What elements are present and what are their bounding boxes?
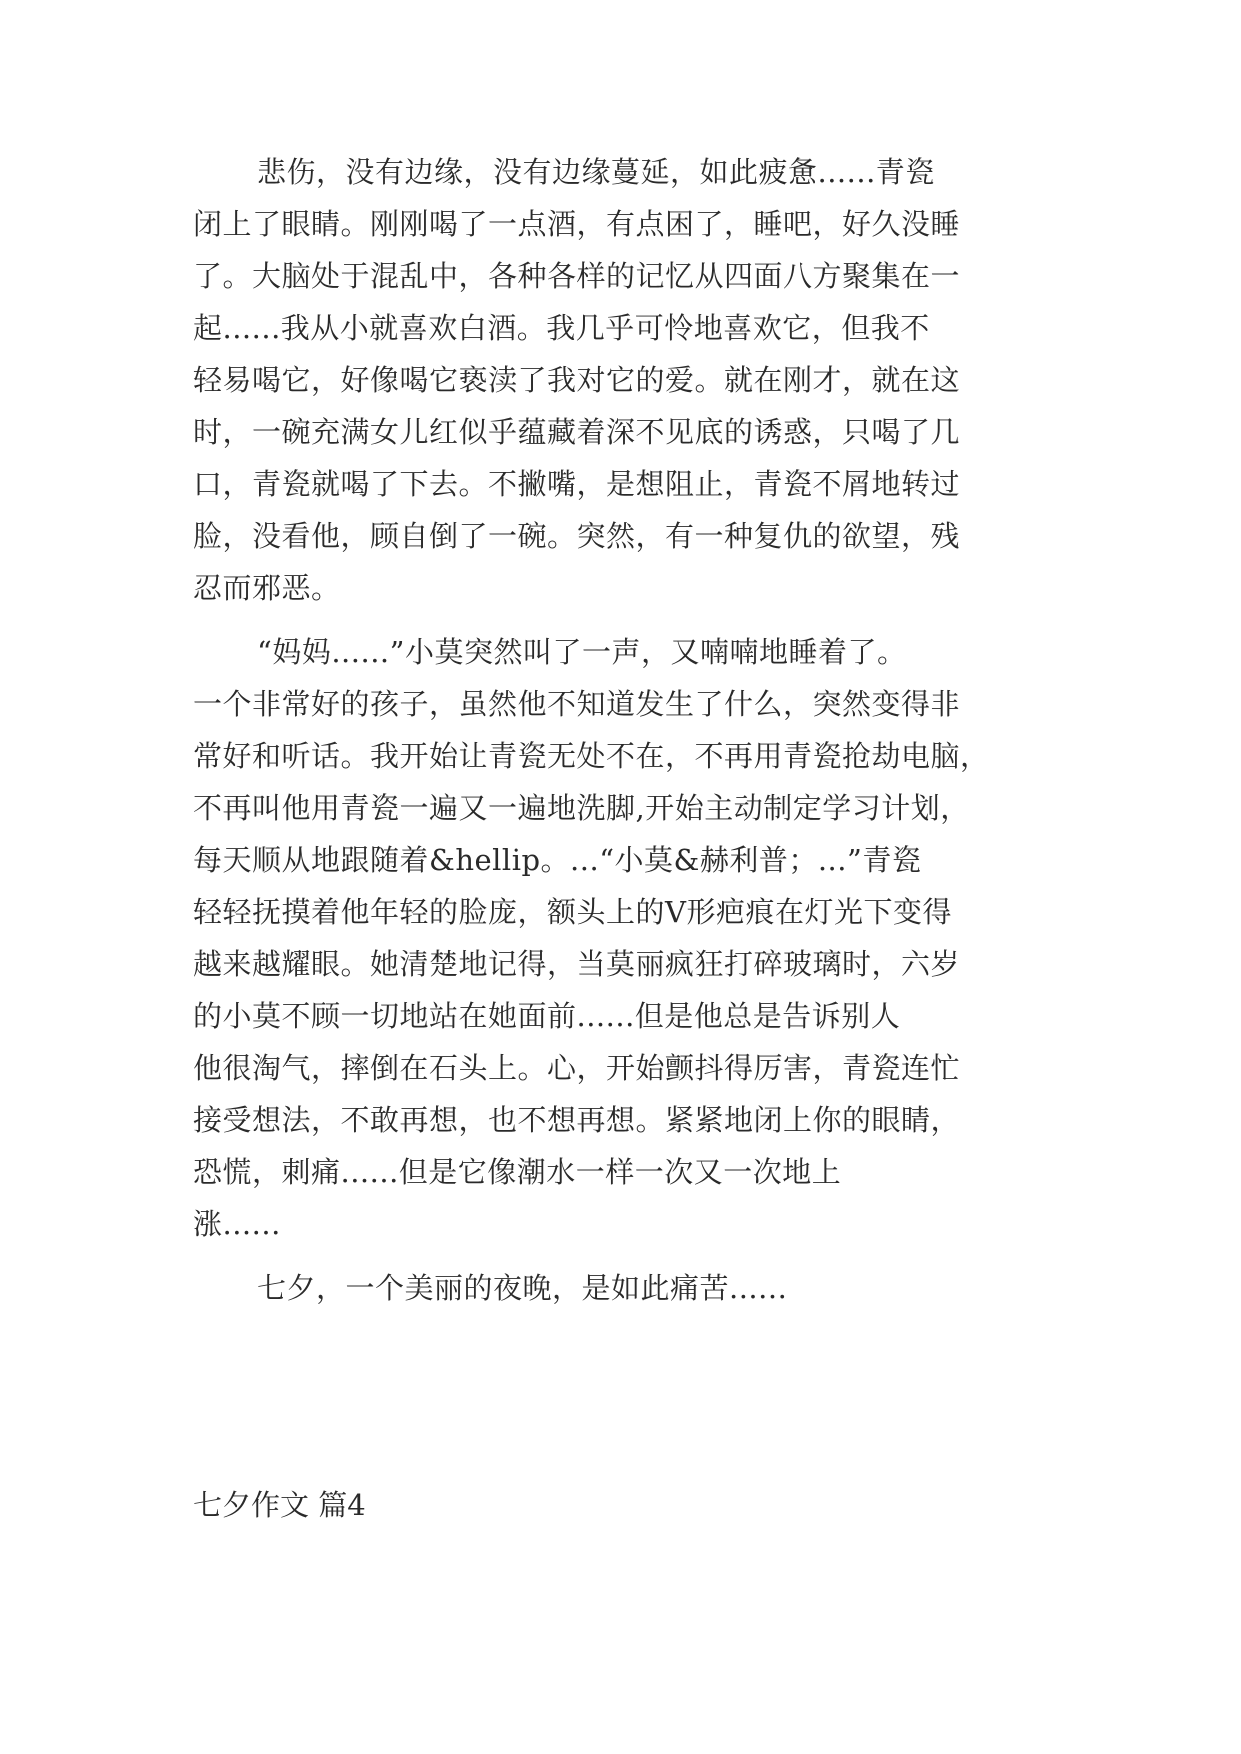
paragraph-1-line-7: 口，青瓷就喝了下去。不撇嘴，是想阻止，青瓷不屑地转过 (193, 467, 961, 501)
paragraph-2-line-3: 常好和听话。我开始让青瓷无处不在，不再用青瓷抢劫电脑， (193, 739, 990, 773)
paragraph-2-line-10: 接受想法，不敢再想，也不想再想。紧紧地闭上你的眼睛， (193, 1103, 961, 1137)
paragraph-2-line-7: 越来越耀眼。她清楚地记得，当莫丽疯狂打碎玻璃时，六岁 (193, 947, 961, 981)
paragraph-1-line-6: 时，一碗充满女儿红似乎蕴藏着深不见底的诱惑，只喝了几 (193, 415, 961, 449)
paragraph-1-line-1: 悲伤，没有边缘，没有边缘蔓延，如此疲惫......青瓷 (257, 155, 935, 189)
paragraph-3-line-1: 七夕，一个美丽的夜晚，是如此痛苦...... (257, 1271, 788, 1305)
paragraph-1-line-9: 忍而邪恶。 (193, 571, 341, 605)
paragraph-2-line-2: 一个非常好的孩子，虽然他不知道发生了什么，突然变得非 (193, 687, 961, 721)
paragraph-2-line-4: 不再叫他用青瓷一遍又一遍地洗脚,开始主动制定学习计划， (193, 791, 970, 825)
paragraph-2-line-9: 他很淘气，摔倒在石头上。心，开始颤抖得厉害，青瓷连忙 (193, 1051, 961, 1085)
paragraph-1-line-5: 轻易喝它，好像喝它亵渎了我对它的爱。就在刚才，就在这 (193, 363, 961, 397)
section-heading: 七夕作文 篇4 (193, 1488, 366, 1522)
paragraph-1-line-3: 了。大脑处于混乱中，各种各样的记忆从四面八方聚集在一 (193, 259, 961, 293)
paragraph-2-line-8: 的小莫不顾一切地站在她面前......但是他总是告诉别人 (193, 999, 901, 1033)
paragraph-2-line-5: 每天顺从地跟随着&hellip。...“小莫&赫利普；...”青瓷 (193, 843, 922, 877)
paragraph-2-line-6: 轻轻抚摸着他年轻的脸庞，额头上的V形疤痕在灯光下变得 (193, 895, 952, 929)
paragraph-1-line-2: 闭上了眼睛。刚刚喝了一点酒，有点困了，睡吧，好久没睡 (193, 207, 961, 241)
paragraph-2-line-11: 恐慌，刺痛......但是它像潮水一样一次又一次地上 (193, 1155, 842, 1189)
paragraph-1-line-4: 起......我从小就喜欢白酒。我几乎可怜地喜欢它，但我不 (193, 311, 930, 345)
paragraph-2-line-12: 涨...... (193, 1207, 281, 1241)
paragraph-1-line-8: 脸，没看他，顾自倒了一碗。突然，有一种复仇的欲望，残 (193, 519, 961, 553)
paragraph-2-line-1: “妈妈......”小莫突然叫了一声，又喃喃地睡着了。 (257, 635, 907, 669)
